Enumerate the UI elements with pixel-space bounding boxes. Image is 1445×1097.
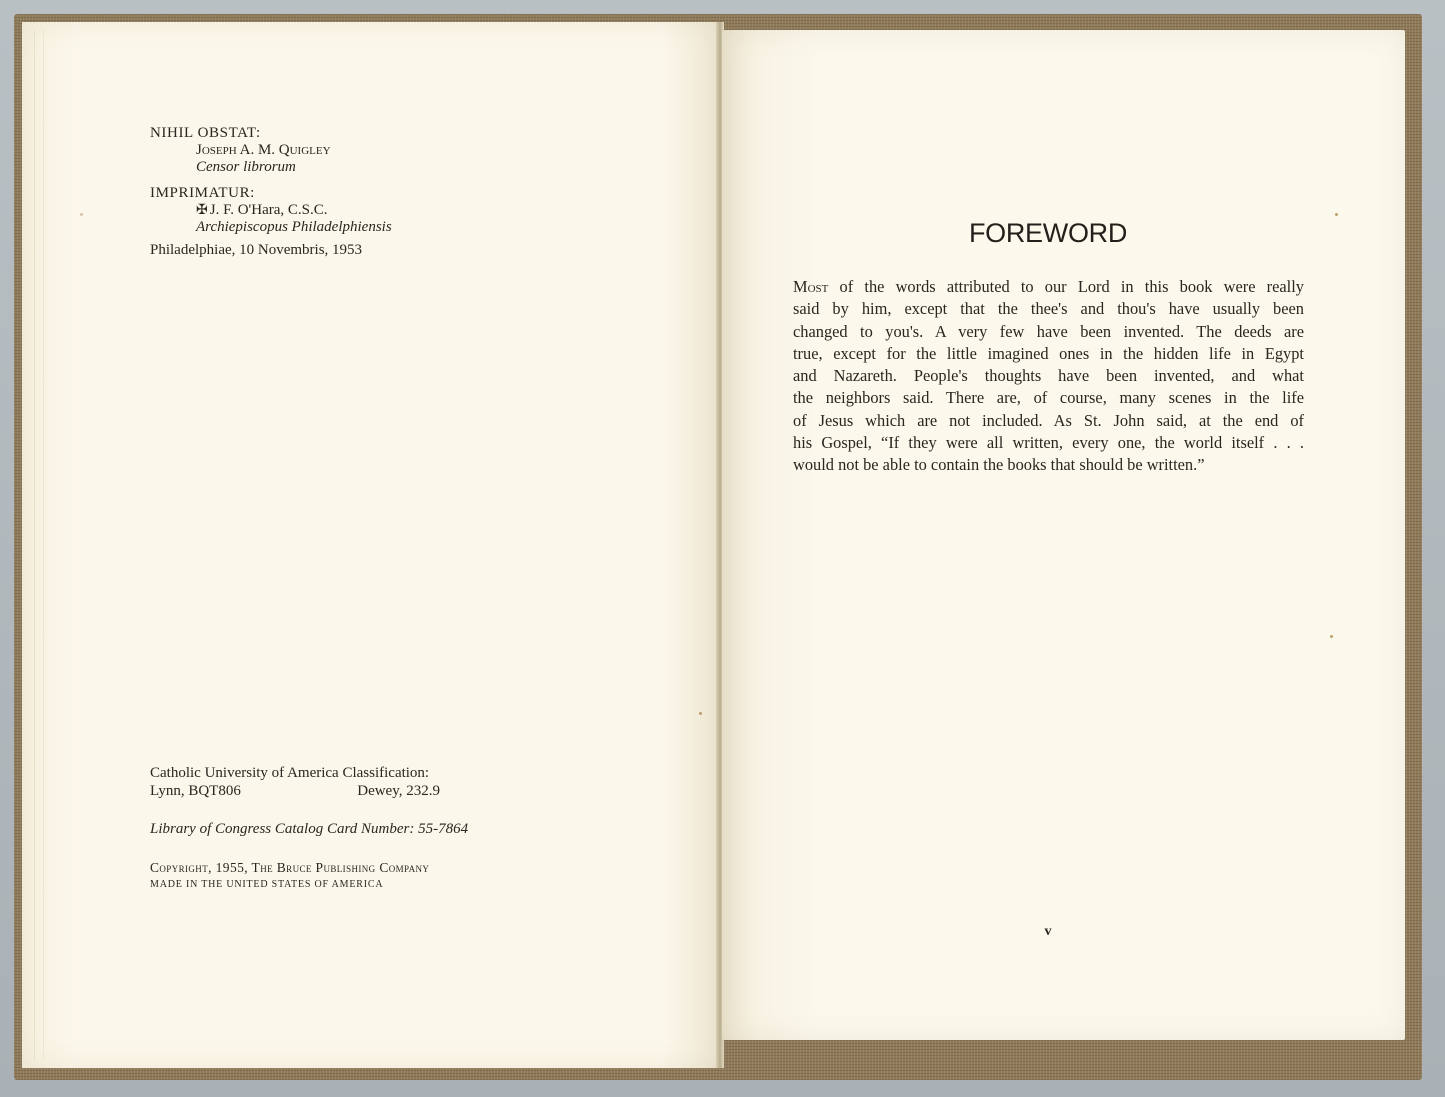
- paper-speck: [1335, 213, 1338, 216]
- page-number: v: [1044, 924, 1052, 939]
- copyright-block: [150, 859, 570, 893]
- foreword-line: the neighbors said. There are, of course, many scenes in the life: [793, 388, 1304, 408]
- paper-speck: [80, 213, 83, 216]
- foreword-line-text: of the words attributed to our Lord in this book were really: [839, 277, 1304, 296]
- lc-card-number: Library of Congress Catalog Card Number: 55-7864: [150, 821, 469, 837]
- foreword-first-word: Most: [793, 277, 829, 296]
- foreword-title: FOREWORD: [968, 218, 1128, 248]
- classification-dewey: Dewey, 232.9: [357, 783, 440, 799]
- place-date: Philadelphiae, 10 Novembris, 1953: [150, 242, 363, 258]
- foreword-line: true, except for the little imagined ones in the hidden life in Egypt: [793, 343, 1304, 363]
- censor-name-initial: J: [196, 142, 202, 158]
- paper-speck: [699, 712, 702, 715]
- foreword-line: said by him, except that the thee's and thou's have usually been: [793, 299, 1304, 319]
- censor-name-rest: oseph A. M. Quigley: [201, 142, 331, 158]
- foreword-line: would not be able to contain the books that should be written.”: [793, 455, 1205, 475]
- archbishop-name: J. F. O'Hara, C.S.C.: [209, 202, 328, 218]
- foreword-line: of Jesus which are not included. As St. John said, at the end of: [793, 410, 1304, 430]
- foreword-body: [793, 276, 1304, 477]
- classification-heading: Catholic University of America Classification:: [150, 765, 430, 781]
- foreword-line: his Gospel, “If they were all written, every one, the world itself . . .: [793, 433, 1304, 453]
- made-in-line: MADE IN THE UNITED STATES OF AMERICA: [150, 879, 384, 890]
- foreword-line: [793, 276, 1304, 298]
- classification-block: [150, 764, 510, 800]
- paper-speck: [1330, 635, 1333, 638]
- right-page: [722, 30, 1405, 1040]
- archbishop-title: Archiepiscopus Philadelphiensis: [196, 219, 392, 235]
- foreword-line: and Nazareth. People's thoughts have been invented, and what: [793, 366, 1304, 386]
- copyright-line: Copyright, 1955, The Bruce Publishing Company: [150, 860, 430, 875]
- classification-lynn: Lynn, BQT806: [150, 783, 241, 799]
- foreword-line: changed to you's. A very few have been invented. The deeds are: [793, 321, 1304, 341]
- classification-row: [150, 782, 510, 800]
- imprimatur-label: IMPRIMATUR:: [150, 185, 255, 201]
- archbishop-name-line: [150, 202, 570, 219]
- cross-icon: ✠: [196, 203, 208, 218]
- censor-title: Censor librorum: [196, 159, 296, 175]
- nihil-obstat-label: NIHIL OBSTAT:: [150, 125, 261, 141]
- approbation-block: [150, 125, 570, 259]
- censor-name: [150, 142, 570, 159]
